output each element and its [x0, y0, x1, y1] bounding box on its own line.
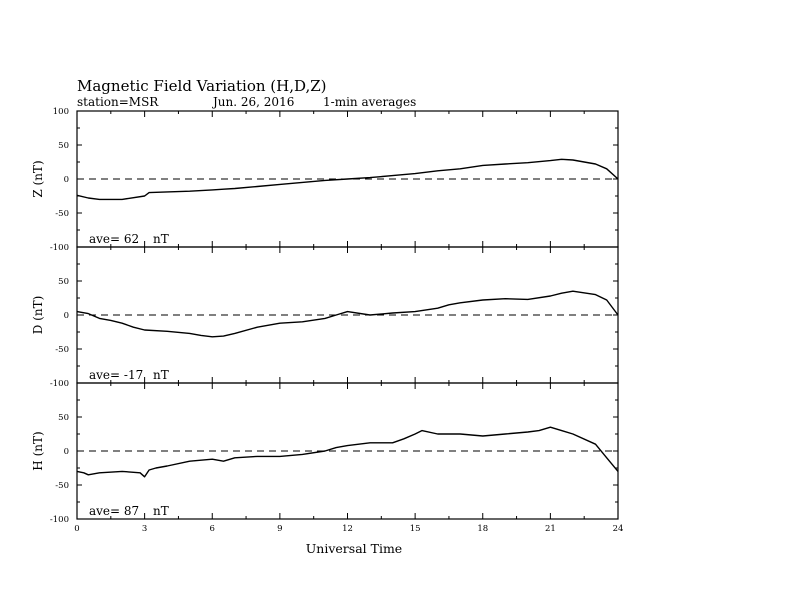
x-axis-label: Universal Time	[305, 541, 403, 556]
ave-label: ave= 87	[89, 504, 140, 518]
averaging-label: 1-min averages	[323, 95, 417, 109]
x-tick-label: 3	[141, 524, 148, 534]
unit-label: nT	[153, 368, 169, 382]
y-tick-label: -50	[55, 209, 69, 219]
panel-1	[31, 247, 618, 389]
unit-label: nT	[153, 232, 169, 246]
panels-group	[31, 107, 618, 525]
ave-label: ave= 62	[89, 232, 140, 246]
chart-title: Magnetic Field Variation (H,D,Z)	[77, 77, 327, 95]
x-tick-label: 21	[544, 524, 556, 534]
y-tick-label: 100	[52, 107, 69, 117]
x-tick-label: 12	[342, 524, 353, 534]
series-line	[77, 427, 618, 477]
y-tick-label: 0	[63, 447, 69, 457]
y-axis-label: H (nT)	[31, 431, 45, 471]
x-tick-label: 24	[612, 524, 624, 534]
x-tick-label: 9	[277, 524, 283, 534]
station-label: station=MSR	[77, 95, 159, 109]
y-tick-label: 50	[58, 277, 69, 287]
panel-2	[31, 383, 618, 525]
x-tick-label: 18	[477, 524, 489, 534]
y-tick-label: -100	[49, 379, 69, 389]
date-label: Jun. 26, 2016	[213, 95, 295, 109]
unit-label: nT	[153, 504, 169, 518]
x-tick-label: 0	[74, 524, 80, 534]
y-axis-label: Z (nT)	[31, 160, 45, 198]
y-tick-label: 0	[63, 311, 69, 321]
series-line	[77, 291, 618, 337]
y-tick-label: -100	[49, 515, 69, 525]
y-tick-label: -50	[55, 345, 69, 355]
y-axis-label: D (nT)	[31, 295, 45, 335]
x-tick-label: 15	[409, 524, 421, 534]
x-axis	[74, 524, 623, 534]
y-tick-label: 50	[58, 413, 69, 423]
y-tick-label: 50	[58, 141, 69, 151]
y-tick-label: 0	[63, 175, 69, 185]
x-tick-label: 6	[209, 524, 215, 534]
y-tick-label: -50	[55, 481, 69, 491]
ave-label: ave= -17	[89, 368, 144, 382]
panel-0	[31, 107, 618, 253]
y-tick-label: -100	[49, 243, 69, 253]
